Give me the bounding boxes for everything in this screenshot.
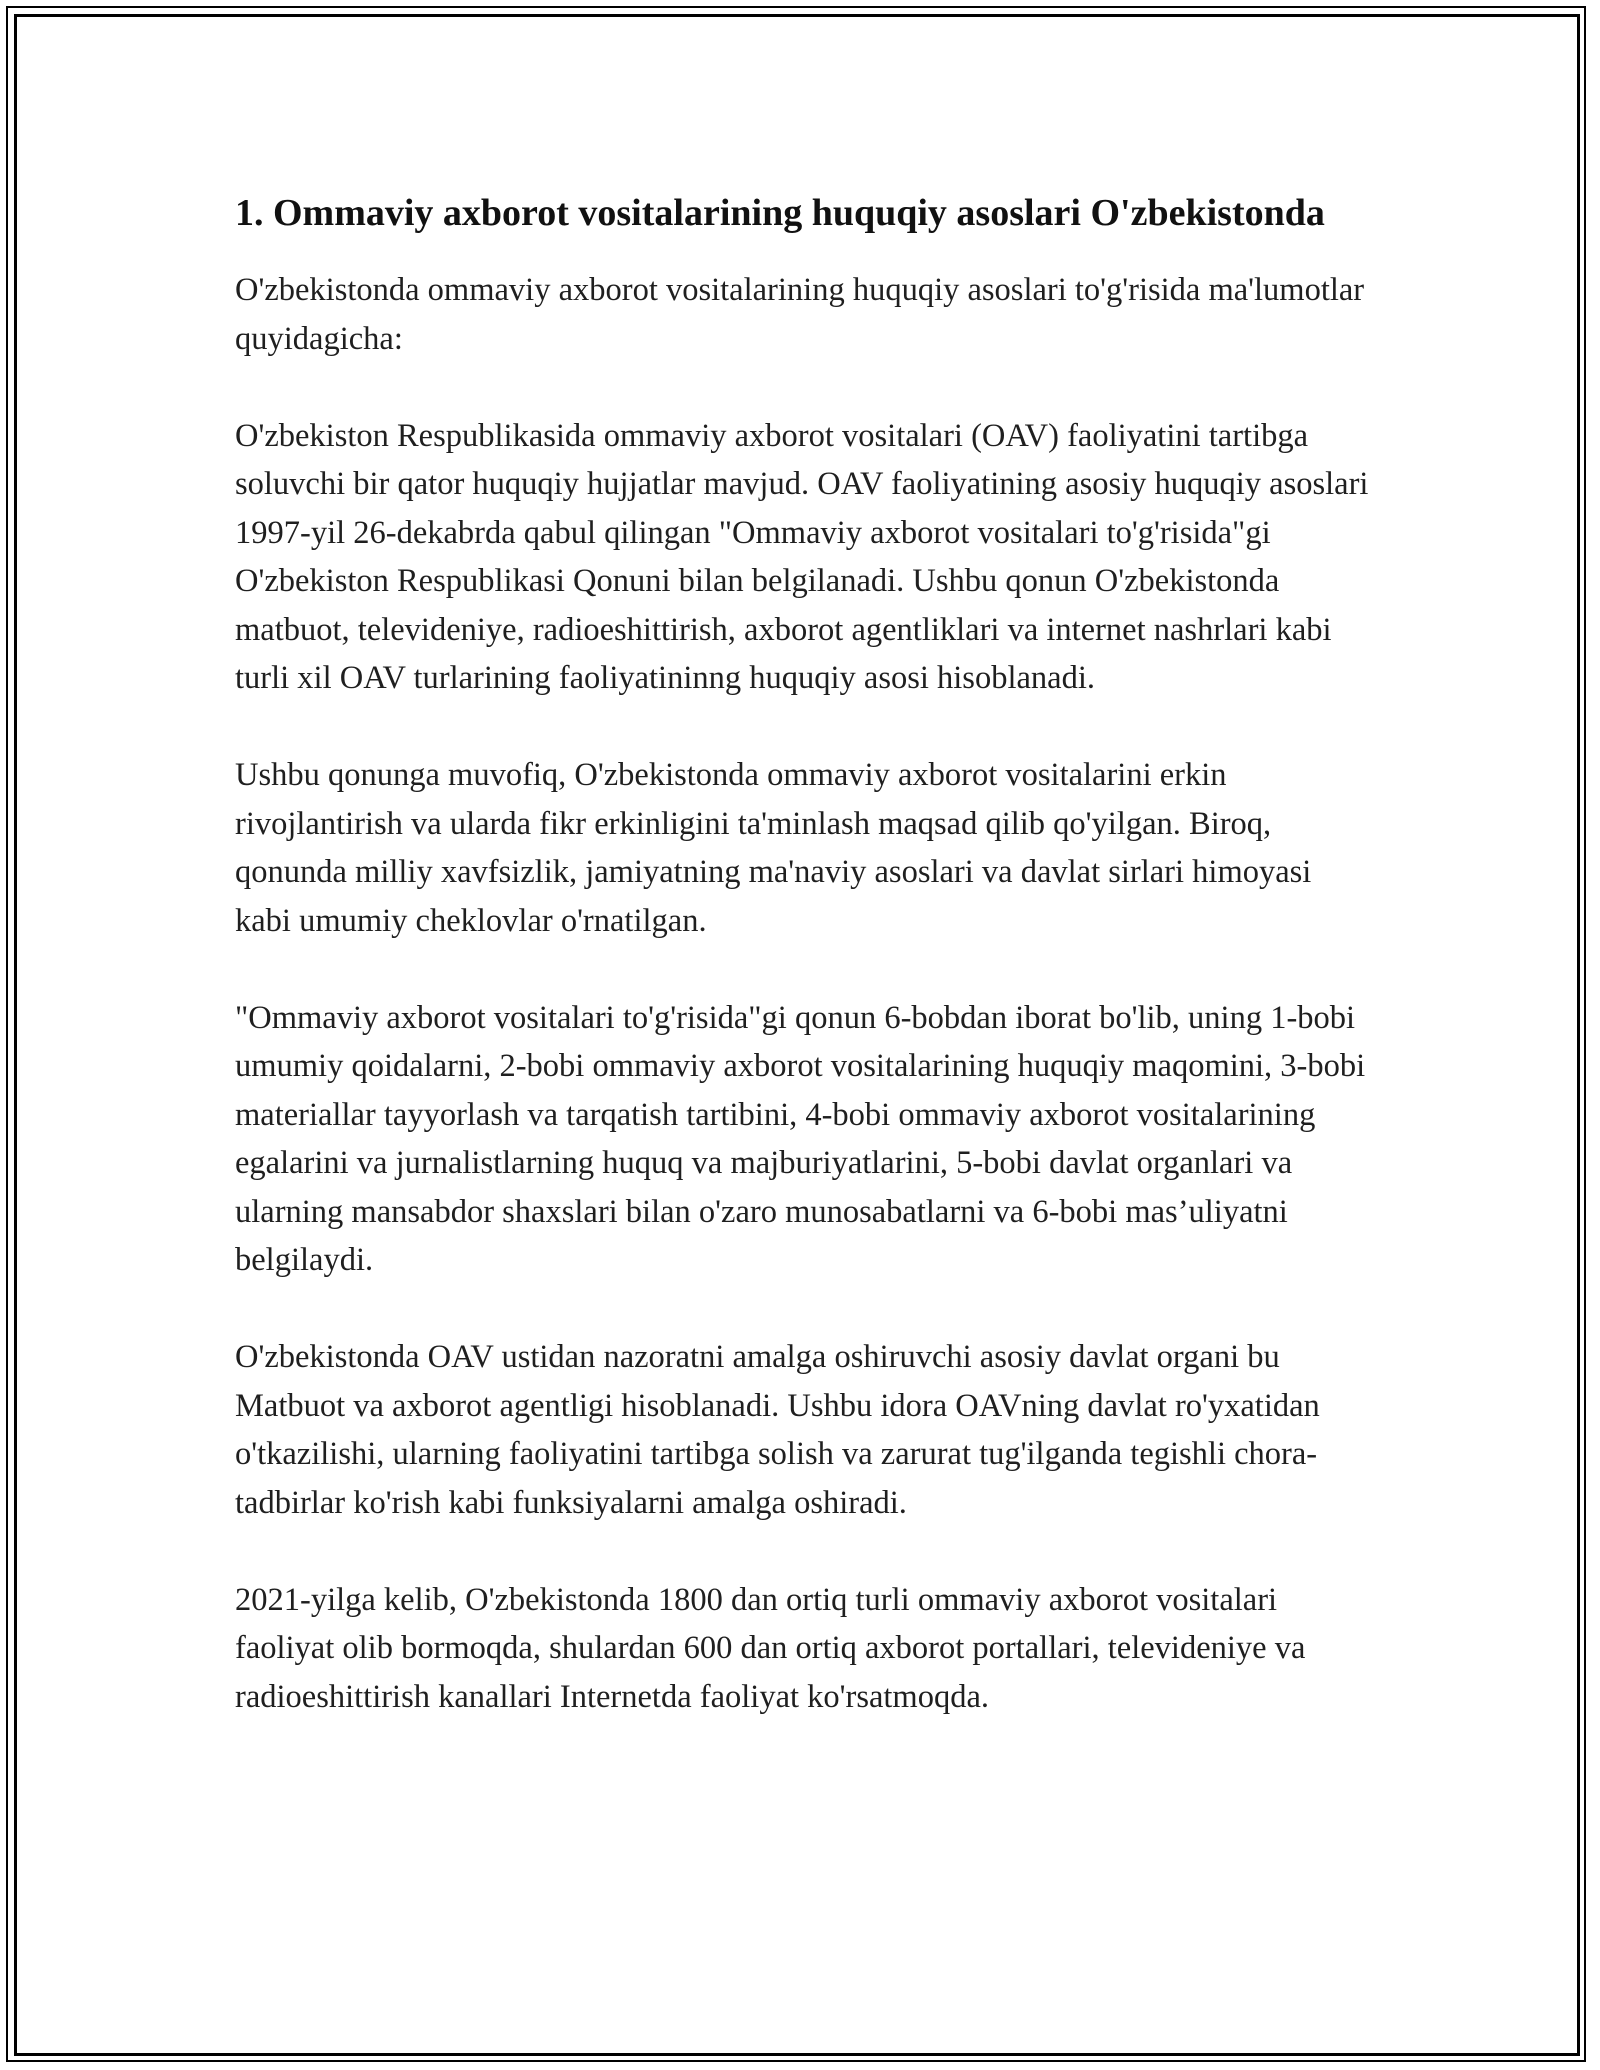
paragraph-regulator: O'zbekistonda OAV ustidan nazoratni amalga oshiruvchi asosiy davlat organi bu Matbuot va axborot agentligi hisoblanadi. Ushbu idora OAVning davlat ro'yxatidan o'tkazilishi, ularning faoliyatini tartibga solish va zarurat tug'ilganda tegishli chora-tadbirlar ko'rish kabi funksiyalarni amalga oshiradi. [235,1339,1320,1521]
paragraph-freedom-limits: Ushbu qonunga muvofiq, O'zbekistonda ommaviy axborot vositalarini erkin rivojlantirish va ularda fikr erkinligini ta'minlash maqsad qilib qo'yilgan. Biroq, qonunda milliy xavfsizlik, jamiyatning ma'naviy asoslari va davlat sirlari himoyasi kabi umumiy cheklovlar o'rnatilgan. [235,757,1312,939]
paragraph-intro: O'zbekistonda ommaviy axborot vositalarining huquqiy asoslari to'g'risida ma'lumotlar quyidagicha: [235,272,1365,357]
paragraph-legal-framework: O'zbekiston Respublikasida ommaviy axborot vositalari (OAV) faoliyatini tartibga soluvchi bir qator huquqiy hujjatlar mavjud. OAV faoliyatining asosiy huquqiy asoslari 1997-yil 26-dekabrda qabul qilingan "Ommaviy axborot vositalari to'g'risida"gi O'zbekiston Respublikasi Qonuni bilan belgilanadi. Ushbu qonun O'zbekistonda matbuot, televideniye, radioeshittirish, axborot agentliklari va internet nashrlari kabi turli xil OAV turlarining faoliyatininng huquqiy asosi hisoblanadi. [235,417,1369,696]
paragraph-statistics: 2021-yilga kelib, O'zbekistonda 1800 dan ortiq turli ommaviy axborot vositalari faoliyat olib bormoqda, shulardan 600 dan ortiq axborot portallari, televideniye va radioeshittirish kanallari Internetda faoliyat ko'rsatmoqda. [235,1581,1306,1715]
document-title: 1. Ommaviy axborot vositalarining huquqiy asoslari O'zbekistonda [235,192,1325,234]
document-body [235,186,1375,1721]
paragraph-law-chapters: "Ommaviy axborot vositalari to'g'risida"gi qonun 6-bobdan iborat bo'lib, uning 1-bobi umumiy qoidalarni, 2-bobi ommaviy axborot vositalarining huquqiy maqomini, 3-bobi materiallar tayyorlash va tarqatish tartibini, 4-bobi ommaviy axborot vositalarining egalarini va jurnalistlarning huquq va majburiyatlarini, 5-bobi davlat organlari va ularning mansabdor shaxslari bilan o'zaro munosabatlarni va 6-bobi mas’uliyatni belgilaydi. [235,999,1366,1278]
